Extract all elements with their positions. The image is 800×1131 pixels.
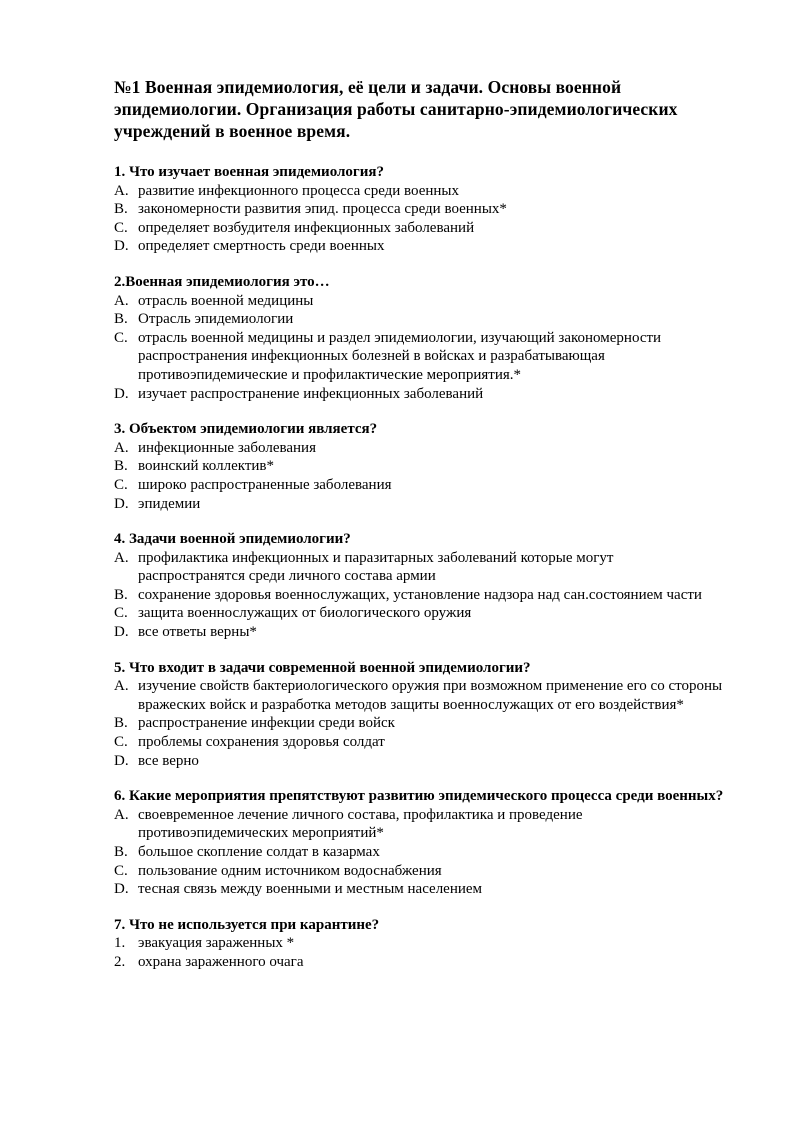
option-text: все ответы верны* xyxy=(138,624,257,641)
option-letter: A. xyxy=(114,806,129,823)
option-text: закономерности развития эпид. процесса среди военных* xyxy=(138,201,507,218)
option-text: профилактика инфекционных и паразитарных заболеваний которые могут распространятся среди личного состава армии xyxy=(138,549,614,585)
option-letter: B. xyxy=(114,458,128,475)
answer-option xyxy=(114,586,724,605)
answer-option xyxy=(114,549,724,586)
option-letter: D. xyxy=(114,624,129,641)
question-text: 7. Что не используется при карантине? xyxy=(114,916,380,933)
question-text: 2.Военная эпидемиология это… xyxy=(114,273,330,290)
option-letter: C. xyxy=(114,734,128,751)
option-letter: C. xyxy=(114,219,128,236)
answer-option xyxy=(114,219,724,238)
question-block xyxy=(114,163,724,256)
question-block xyxy=(114,787,724,899)
answer-option xyxy=(114,953,724,972)
option-letter: A. xyxy=(114,549,129,566)
answer-options xyxy=(114,439,724,513)
question-text: 6. Какие мероприятия препятствуют развитию эпидемического процесса среди военных? xyxy=(114,788,724,805)
option-letter: D. xyxy=(114,385,129,402)
option-text: изучение свойств бактериологического оружия при возможном применение его со стороны вражеских войск и разработка методов защиты военнослужащих от его воздействия* xyxy=(138,678,723,713)
answer-options xyxy=(114,677,724,770)
option-letter: D. xyxy=(114,238,129,255)
answer-option xyxy=(114,934,724,953)
answer-option xyxy=(114,806,724,843)
question-text: 3. Объектом эпидемиологии является? xyxy=(114,421,378,438)
option-text: изучает распространение инфекционных заболеваний xyxy=(138,385,484,402)
option-text: широко распространенные заболевания xyxy=(138,476,392,493)
option-text: определяет смертность среди военных xyxy=(138,238,385,255)
answer-option xyxy=(114,292,724,311)
answer-option xyxy=(114,385,724,404)
answer-option xyxy=(114,200,724,219)
option-text: своевременное лечение личного состава, профилактика и проведение противоэпидемических мероприятий* xyxy=(138,806,583,842)
answer-options xyxy=(114,292,724,404)
option-text: тесная связь между военными и местным населением xyxy=(138,881,483,898)
answer-option xyxy=(114,604,724,623)
option-text: проблемы сохранения здоровья солдат xyxy=(138,734,385,751)
option-text: большое скопление солдат в казармах xyxy=(138,844,380,860)
option-letter: C. xyxy=(114,605,128,622)
option-text: сохранение здоровья военнослужащих, установление надзора над сан.состоянием части xyxy=(138,586,702,603)
answer-option xyxy=(114,677,724,714)
option-letter: C. xyxy=(114,862,128,879)
answer-option xyxy=(114,329,724,385)
option-text: эвакуация зараженных * xyxy=(138,935,295,952)
option-letter: D. xyxy=(114,881,129,898)
question-block xyxy=(114,273,724,403)
answer-option xyxy=(114,623,724,642)
option-text: все верно xyxy=(138,752,199,769)
option-letter: C. xyxy=(114,476,128,493)
option-text: защита военнослужащих от биологического оружия xyxy=(138,605,472,622)
option-letter: A. xyxy=(114,182,129,199)
option-letter: D. xyxy=(114,752,129,769)
option-letter: A. xyxy=(114,292,129,309)
answer-option xyxy=(114,752,724,771)
option-letter: A. xyxy=(114,439,129,456)
option-letter: A. xyxy=(114,678,129,695)
option-letter: B. xyxy=(114,201,128,218)
option-text: определяет возбудителя инфекционных заболеваний xyxy=(138,219,475,236)
document-page xyxy=(114,76,724,989)
answer-option xyxy=(114,182,724,201)
question-block xyxy=(114,659,724,771)
question-text: 1. Что изучает военная эпидемиология? xyxy=(114,164,384,180)
question-block xyxy=(114,916,724,972)
answer-option xyxy=(114,476,724,495)
answer-option xyxy=(114,862,724,881)
option-text: Отрасль эпидемиологии xyxy=(138,311,294,328)
answer-option xyxy=(114,439,724,458)
answer-option xyxy=(114,880,724,899)
option-text: развитие инфекционного процесса среди военных xyxy=(138,182,460,199)
option-text: инфекционные заболевания xyxy=(138,439,316,456)
answer-option xyxy=(114,310,724,329)
option-letter: 2. xyxy=(114,953,126,970)
question-text: 4. Задачи военной эпидемиологии? xyxy=(114,531,351,548)
option-text: охрана зараженного очага xyxy=(138,953,304,970)
option-text: распространение инфекции среди войск xyxy=(138,715,395,732)
option-letter: D. xyxy=(114,495,129,512)
answer-options xyxy=(114,934,724,971)
answer-option xyxy=(114,457,724,476)
option-text: отрасль военной медицины xyxy=(138,292,314,309)
option-letter: B. xyxy=(114,586,128,603)
option-letter: C. xyxy=(114,329,128,346)
option-letter: 1. xyxy=(114,935,126,952)
question-text: 5. Что входит в задачи современной военной эпидемиологии? xyxy=(114,659,531,676)
option-letter: B. xyxy=(114,715,128,732)
option-letter: B. xyxy=(114,311,128,328)
option-text: пользование одним источником водоснабжения xyxy=(138,862,442,879)
answer-option xyxy=(114,495,724,514)
option-text: отрасль военной медицины и раздел эпидемиологии, изучающий закономерности распространения инфекционных болезней в войсках и разрабатывающая противоэпидемические и профилактические мероприятия.* xyxy=(138,329,662,383)
question-block xyxy=(114,530,724,642)
answer-option xyxy=(114,733,724,752)
option-text: воинский коллектив* xyxy=(138,458,274,475)
option-letter: B. xyxy=(114,844,128,860)
document-title: №1 Военная эпидемиология, её цели и задачи. Основы военной эпидемиологии. Организация работы санитарно-эпидемиологических учреждений в военное время. xyxy=(114,77,678,141)
answer-option xyxy=(114,714,724,733)
answer-option xyxy=(114,843,724,862)
answer-options xyxy=(114,549,724,642)
answer-options xyxy=(114,182,724,256)
option-text: эпидемии xyxy=(138,495,201,512)
question-block xyxy=(114,420,724,513)
answer-options xyxy=(114,806,724,899)
answer-option xyxy=(114,237,724,256)
question-list xyxy=(114,163,724,972)
